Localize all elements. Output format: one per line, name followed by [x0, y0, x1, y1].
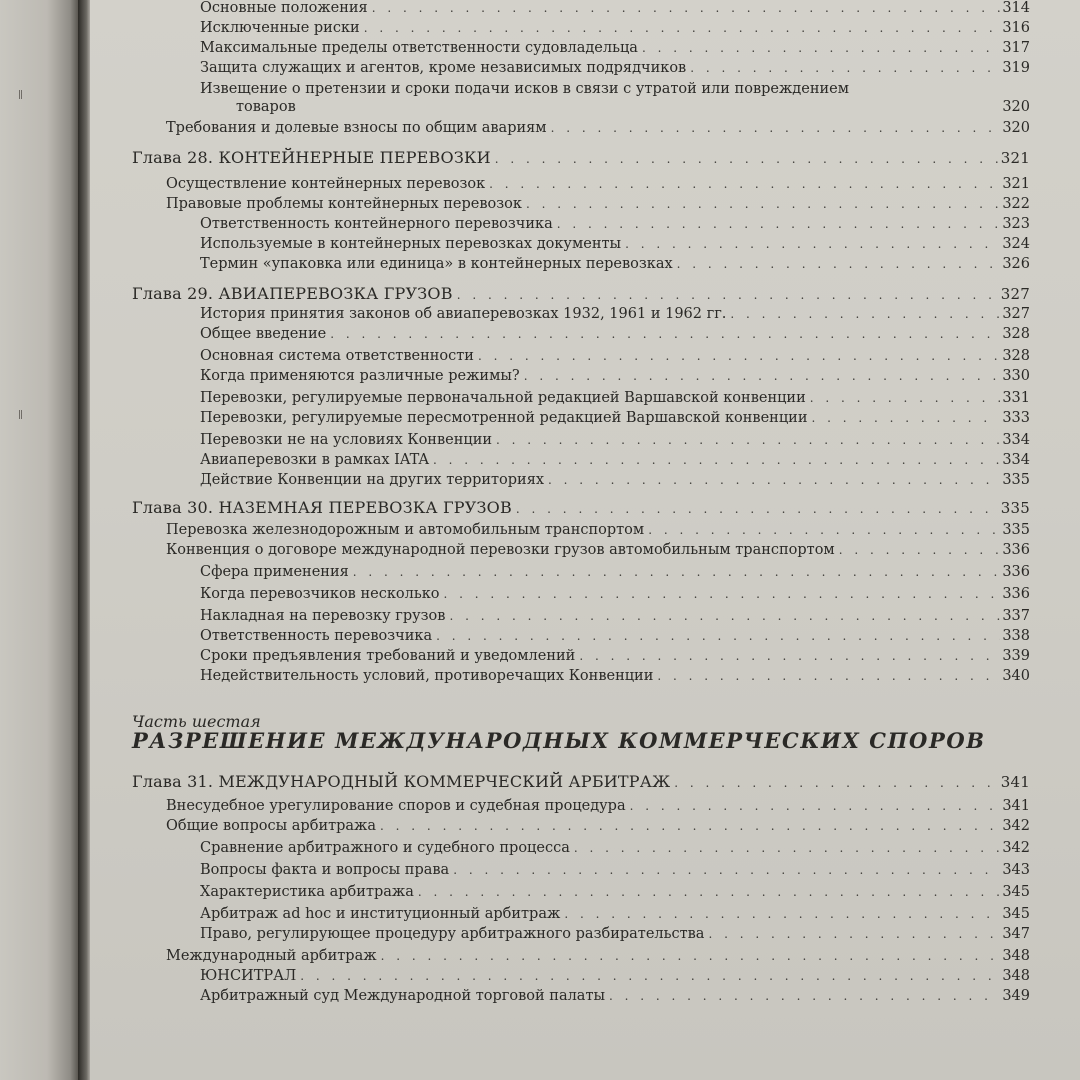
- leader-dots: [674, 776, 999, 790]
- leader-dots: [516, 502, 999, 516]
- toc-entry: [200, 60, 1030, 76]
- toc-entry: [200, 906, 1030, 922]
- leader-dots: [381, 949, 1001, 963]
- toc-entry-title: Максимальные пределы ответственности судовладельца: [200, 40, 638, 56]
- toc-entry: [200, 368, 1030, 384]
- leader-dots: [551, 121, 1001, 135]
- toc-entry-title: Перевозка железнодорожным и автомобильным транспортом: [166, 522, 645, 538]
- left-page-edge: [0, 0, 78, 1080]
- leader-dots: [478, 349, 1000, 363]
- chapter-page: 327: [1000, 285, 1030, 303]
- toc-entry: [200, 884, 1030, 900]
- toc-entry-page: 338: [1002, 628, 1030, 644]
- toc-entry: [200, 472, 1030, 488]
- toc-page: [90, 0, 1080, 1080]
- leader-dots: [444, 587, 1001, 601]
- leader-dots: [372, 1, 1001, 15]
- toc-entry-page: 334: [1002, 432, 1030, 448]
- toc-entry-page: 317: [1002, 40, 1030, 56]
- toc-entry: [200, 410, 1030, 426]
- toc-entry-page: 320: [1002, 120, 1030, 136]
- toc-entry-title: Правовые проблемы контейнерных перевозок: [166, 196, 522, 212]
- leader-dots: [630, 799, 1001, 813]
- toc-entry-title: Сравнение арбитражного и судебного процесса: [200, 840, 570, 856]
- toc-entry-title: Извещение о претензии и сроки подачи исков в связи с утратой или повреждением: [200, 81, 850, 97]
- chapter-page: 341: [1000, 773, 1030, 791]
- leader-dots: [557, 217, 1001, 231]
- toc-entry: [200, 452, 1030, 468]
- toc-entry-page: 348: [1002, 968, 1030, 984]
- part-title: РАЗРЕШЕНИЕ МЕЖДУНАРОДНЫХ КОММЕРЧЕСКИХ СПОРОВ: [132, 728, 986, 753]
- left-page-fragment: ||: [18, 90, 23, 100]
- toc-entry-title: Основная система ответственности: [200, 348, 474, 364]
- toc-entry: [200, 862, 1030, 878]
- leader-dots: [496, 433, 1000, 447]
- toc-entry-page: 316: [1002, 20, 1030, 36]
- toc-entry-title: Вопросы факта и вопросы права: [200, 862, 450, 878]
- toc-entry-page: 339: [1002, 648, 1030, 664]
- leader-dots: [453, 863, 1000, 877]
- toc-entry: [166, 522, 1030, 538]
- toc-chapter-heading: [132, 284, 1030, 303]
- toc-entry-page: 341: [1002, 798, 1030, 814]
- toc-entry-page: 335: [1002, 522, 1030, 538]
- toc-entry: [200, 306, 1030, 322]
- toc-entry-page: 326: [1002, 256, 1030, 272]
- toc-entry: [166, 196, 1030, 212]
- toc-entry: [200, 926, 1030, 942]
- toc-entry: [200, 988, 1030, 1004]
- toc-entry-title: Требования и долевые взносы по общим авариям: [166, 120, 547, 136]
- toc-entry: [200, 628, 1030, 644]
- chapter-title: Глава 29. АВИАПЕРЕВОЗКА ГРУЗОВ: [132, 284, 453, 303]
- toc-entry: [200, 236, 1030, 252]
- toc-entry: [200, 840, 1030, 856]
- part-label: Часть шестая: [132, 712, 261, 731]
- toc-entry-title: Ответственность контейнерного перевозчика: [200, 216, 553, 232]
- leader-dots: [648, 523, 1000, 537]
- toc-entry-page: 328: [1002, 348, 1030, 364]
- leader-dots: [642, 41, 1000, 55]
- toc-entry-page: 319: [1002, 60, 1030, 76]
- toc-entry: [200, 40, 1030, 56]
- toc-entry: [200, 648, 1030, 664]
- toc-entry-title: Сфера применения: [200, 564, 349, 580]
- toc-entry-page: 342: [1002, 818, 1030, 834]
- book-spine: [78, 0, 90, 1080]
- toc-entry-page: 348: [1002, 948, 1030, 964]
- toc-entry-title: Исключенные риски: [200, 20, 360, 36]
- toc-entry-page: 333: [1002, 410, 1030, 426]
- leader-dots: [495, 152, 999, 166]
- toc-entry: [200, 216, 1030, 232]
- leader-dots: [489, 177, 1000, 191]
- toc-entry-title: Внесудебное урегулирование споров и судебная процедура: [166, 798, 626, 814]
- toc-entry-title: Перевозки не на условиях Конвенции: [200, 432, 493, 448]
- toc-entry-title: Сроки предъявления требований и уведомлений: [200, 648, 576, 664]
- toc-entry: [200, 0, 1030, 16]
- leader-dots: [524, 369, 1001, 383]
- toc-entry: [166, 176, 1030, 192]
- chapter-page: 321: [1000, 149, 1030, 167]
- leader-dots: [708, 927, 1000, 941]
- leader-dots: [730, 307, 1000, 321]
- leader-dots: [677, 257, 1001, 271]
- chapter-title: Глава 31. МЕЖДУНАРОДНЫЙ КОММЕРЧЕСКИЙ АРБИТРАЖ: [132, 772, 671, 791]
- toc-entry-page: 336: [1002, 564, 1030, 580]
- chapter-title: Глава 30. НАЗЕМНАЯ ПЕРЕВОЗКА ГРУЗОВ: [132, 498, 512, 517]
- toc-entry: [200, 20, 1030, 36]
- toc-entry-title: Право, регулирующее процедуру арбитражного разбирательства: [200, 926, 705, 942]
- toc-entry: [200, 564, 1030, 580]
- toc-entry-title-continued: товаров: [236, 99, 296, 115]
- toc-chapter-heading: [132, 772, 1030, 791]
- toc-entry: [166, 948, 1030, 964]
- leader-dots: [380, 819, 1000, 833]
- toc-entry-page: 345: [1002, 884, 1030, 900]
- leader-dots: [690, 61, 1000, 75]
- toc-entry-page: 328: [1002, 326, 1030, 342]
- leader-dots: [449, 609, 1000, 623]
- toc-entry-title: Когда применяются различные режимы?: [200, 368, 520, 384]
- toc-entry-title: Арбитражный суд Международной торговой палаты: [200, 988, 606, 1004]
- toc-entry-page: 349: [1002, 988, 1030, 1004]
- toc-entry-title: Действие Конвенции на других территориях: [200, 472, 545, 488]
- leader-dots: [625, 237, 1000, 251]
- toc-entry-title: Характеристика арбитража: [200, 884, 414, 900]
- toc-entry-title: Основные положения: [200, 0, 368, 16]
- leader-dots: [300, 969, 1000, 983]
- leader-dots: [810, 391, 1001, 405]
- toc-entry-title: История принятия законов об авиаперевозках 1932, 1961 и 1962 гг.: [200, 306, 727, 322]
- toc-entry-page: 327: [1002, 306, 1030, 322]
- toc-entry-page: 343: [1002, 862, 1030, 878]
- leader-dots: [579, 649, 1000, 663]
- toc-entry-page: 345: [1002, 906, 1030, 922]
- toc-entry-page: 334: [1002, 452, 1030, 468]
- toc-entry-title: Перевозки, регулируемые пересмотренной редакцией Варшавской конвенции: [200, 410, 808, 426]
- toc-entry-title: Недействительность условий, противоречащих Конвенции: [200, 668, 654, 684]
- leader-dots: [564, 907, 1000, 921]
- toc-entry-page: 340: [1002, 668, 1030, 684]
- toc-entry-title: Арбитраж ad hoc и институционный арбитраж: [200, 906, 561, 922]
- toc-entry: [200, 668, 1030, 684]
- toc-entry-title: Когда перевозчиков несколько: [200, 586, 440, 602]
- left-page-fragment: ||: [18, 410, 23, 420]
- toc-entry-page: 323: [1002, 216, 1030, 232]
- toc-entry-page: 347: [1002, 926, 1030, 942]
- toc-entry-title: Ответственность перевозчика: [200, 628, 433, 644]
- leader-dots: [436, 629, 1000, 643]
- toc-entry-page: 322: [1002, 196, 1030, 212]
- toc-entry-title: Авиаперевозки в рамках IATA: [200, 452, 429, 468]
- toc-chapter-heading: [132, 148, 1030, 167]
- toc-entry: [200, 432, 1030, 448]
- toc-entry-page: 331: [1002, 390, 1030, 406]
- toc-entry-page: 330: [1002, 368, 1030, 384]
- toc-entry: [200, 256, 1030, 272]
- chapter-page: 335: [1000, 499, 1030, 517]
- toc-entry-title: Накладная на перевозку грузов: [200, 608, 446, 624]
- toc-entry: [166, 120, 1030, 136]
- toc-entry-page: 320: [1002, 99, 1030, 115]
- toc-entry-title: Используемые в контейнерных перевозках документы: [200, 236, 622, 252]
- leader-dots: [418, 885, 1000, 899]
- leader-dots: [609, 989, 1000, 1003]
- toc-entry: [200, 326, 1030, 342]
- leader-dots: [839, 543, 1001, 557]
- toc-entry: [200, 348, 1030, 364]
- leader-dots: [457, 288, 999, 302]
- leader-dots: [811, 411, 1000, 425]
- leader-dots: [526, 197, 1000, 211]
- table-of-contents: [90, 0, 1080, 1080]
- toc-entry: [200, 80, 1030, 116]
- leader-dots: [574, 841, 1000, 855]
- toc-entry: [200, 586, 1030, 602]
- toc-entry: [200, 390, 1030, 406]
- toc-entry-title: Осуществление контейнерных перевозок: [166, 176, 486, 192]
- leader-dots: [433, 453, 1000, 467]
- toc-entry-page: 342: [1002, 840, 1030, 856]
- toc-entry-title: Термин «упаковка или единица» в контейнерных перевозках: [200, 256, 673, 272]
- toc-entry-title: Общее введение: [200, 326, 327, 342]
- toc-entry-page: 336: [1002, 542, 1030, 558]
- toc-entry-title: Общие вопросы арбитража: [166, 818, 377, 834]
- toc-entry-page: 335: [1002, 472, 1030, 488]
- toc-entry-title: Международный арбитраж: [166, 948, 377, 964]
- leader-dots: [330, 327, 1000, 341]
- chapter-title: Глава 28. КОНТЕЙНЕРНЫЕ ПЕРЕВОЗКИ: [132, 148, 491, 167]
- toc-entry-page: 324: [1002, 236, 1030, 252]
- leader-dots: [657, 669, 1000, 683]
- toc-entry-page: 321: [1002, 176, 1030, 192]
- toc-entry: [166, 542, 1030, 558]
- toc-entry-page: 337: [1002, 608, 1030, 624]
- toc-entry-title: ЮНСИТРАЛ: [200, 968, 297, 984]
- toc-chapter-heading: [132, 498, 1030, 517]
- toc-entry-title: Защита служащих и агентов, кроме независимых подрядчиков: [200, 60, 687, 76]
- toc-entry-title: Перевозки, регулируемые первоначальной редакцией Варшавской конвенции: [200, 390, 806, 406]
- leader-dots: [353, 565, 1001, 579]
- toc-entry-page: 314: [1002, 0, 1030, 16]
- toc-entry: [200, 968, 1030, 984]
- toc-entry: [200, 608, 1030, 624]
- leader-dots: [548, 473, 1000, 487]
- leader-dots: [364, 21, 1001, 35]
- toc-entry: [166, 798, 1030, 814]
- toc-entry-title: Конвенция о договоре международной перевозки грузов автомобильным транспортом: [166, 542, 835, 558]
- toc-entry: [166, 818, 1030, 834]
- toc-entry-page: 336: [1002, 586, 1030, 602]
